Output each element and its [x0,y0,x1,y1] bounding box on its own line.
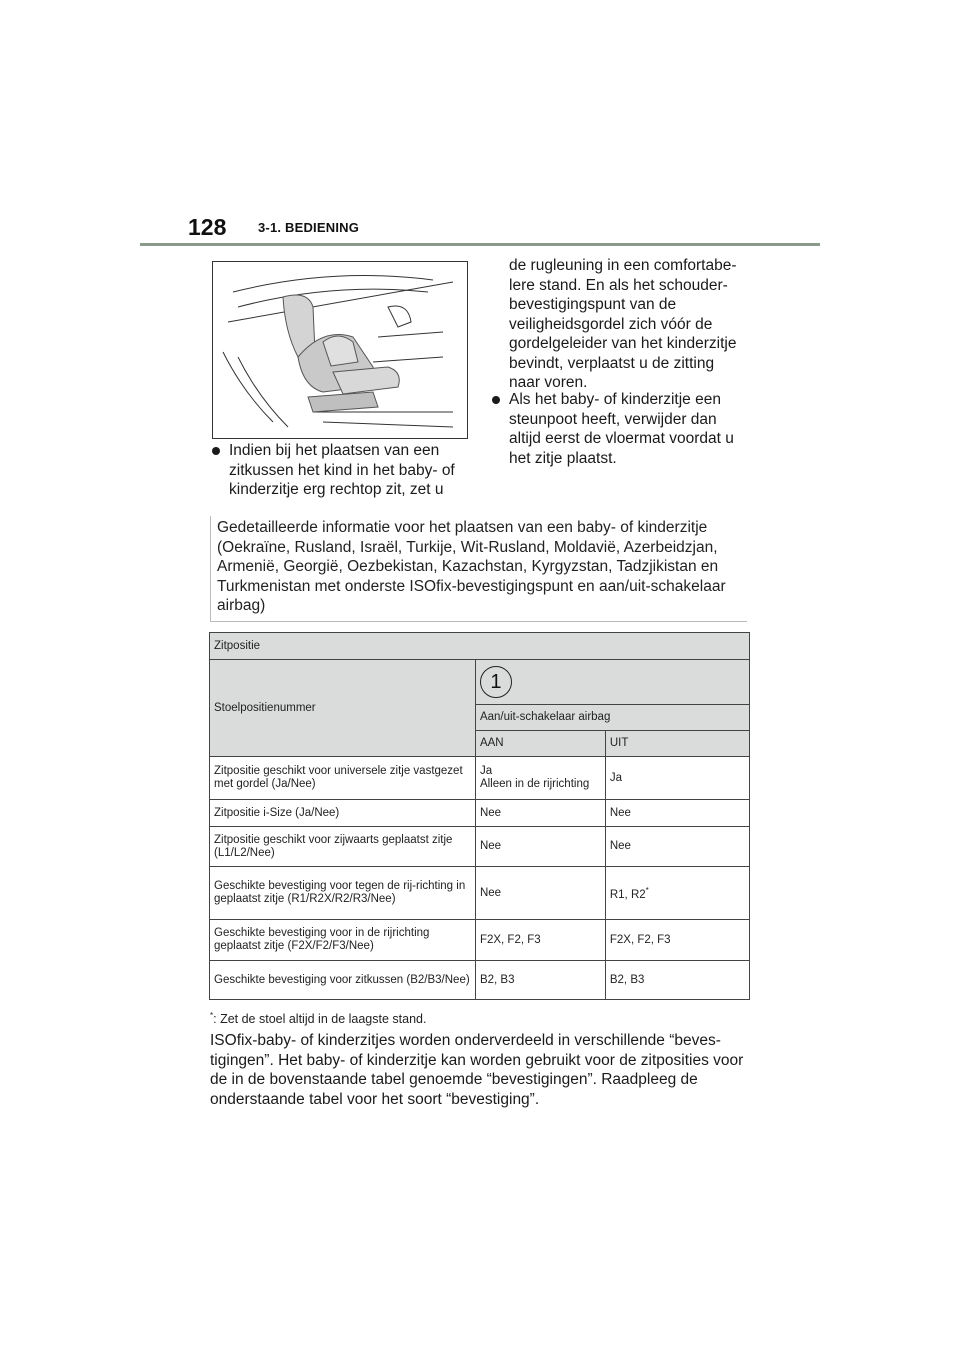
row-off-value: B2, B3 [605,961,749,1000]
table-row [210,920,750,961]
col-off-header: UIT [605,731,749,757]
row-on-note: Alleen in de rijrichting [479,778,590,790]
header-rule [140,243,820,246]
seat-number-circle: 1 [480,666,512,698]
row-off-cell [605,867,749,920]
row-label: Geschikte bevestiging voor tegen de rij-richting in geplaatst zitje (R1/R2X/R2/R3/Nee) [210,867,476,920]
final-paragraph: ISOfix-baby- of kinderzitjes worden onderverdeeld in verschillende “beves-tigingen”. Het baby- of kinderzitje kan worden gebruikt voor de zitposities voor de in de bovenstaande tabel genoemde “bevestigingen”. Raadpleeg de onderstaande tabel voor het soort “bevestiging”. [210,1032,744,1108]
right-bullet-text: Als het baby- of kinderzitje een steunpoot heeft, verwijder dan altijd eerst de vloermat voordat u het zitje plaatst. [509,391,734,467]
row-label: Geschikte bevestiging voor in de rijrichting geplaatst zitje (F2X/F2/F3/Nee) [210,920,476,961]
child-seat-illustration [212,261,468,439]
row-off-value: Nee [605,827,749,867]
col-on-header: AAN [475,731,605,757]
bullet-icon [212,447,220,455]
row-off-value: Ja [605,757,749,800]
footnote-mark: * [210,1011,214,1020]
row-off-value: R1, R2 [609,888,646,901]
row-label: Zitpositie i-Size (Ja/Nee) [210,800,476,827]
row-label: Geschikte bevestiging voor zitkussen (B2/B3/Nee) [210,961,476,1000]
row-on-value: B2, B3 [475,961,605,1000]
row-on-cell [475,757,605,800]
row-on-value: Ja [479,765,493,777]
seat-number-cell [475,660,749,705]
section-title: 3-1. BEDIENING [258,220,360,235]
footnote-text: : Zet de stoel altijd in de laagste stand. [213,1012,427,1027]
left-bullet-text: Indien bij het plaatsen van een zitkussen het kind in het baby- of kinderzitje erg rechtop zit, zet u [229,442,455,498]
seat-position-label: Stoelpositienummer [210,660,476,757]
row-on-value: Nee [475,800,605,827]
table-title-cell: Zitpositie [210,633,750,660]
footnote-marker: * [645,886,649,896]
footnote [210,1011,426,1026]
child-seat-fitting-table [209,632,750,1000]
row-label: Zitpositie geschikt voor zijwaarts geplaatst zitje (L1/L2/Nee) [210,827,476,867]
page-number: 128 [188,214,227,240]
row-on-value: F2X, F2, F3 [475,920,605,961]
right-column-continuation: de rugleuning in een comfortabe-lere stand. En als het schouder-bevestigingspunt van de veiligheidsgordel zich vóór de gordelgeleider van het kinderzitje bevindt, verplaatst u de zitting naar voren. [509,257,737,391]
table-row [210,800,750,827]
row-off-value: F2X, F2, F3 [605,920,749,961]
bullet-icon [492,396,500,404]
table-row [210,961,750,1000]
table-row [210,757,750,800]
row-label: Zitpositie geschikt voor universele zitje vastgezet met gordel (Ja/Nee) [210,757,476,800]
row-off-value: Nee [605,800,749,827]
table-row [210,827,750,867]
row-on-value: Nee [475,827,605,867]
info-box-text: Gedetailleerde informatie voor het plaatsen van een baby- of kinderzitje (Oekraïne, Rusland, Israël, Turkije, Wit-Rusland, Moldavië, Azerbeidzjan, Armenië, Georgië, Oezbekistan, Kazachstan, Kyrgyzstan, Tadzjikistan en Turkmenistan met onderste ISOfix-bevestigingspunt en aan/uit-schakelaar airbag) [217,519,726,614]
table-row [210,867,750,920]
row-on-value: Nee [475,867,605,920]
info-box [210,516,747,622]
airbag-switch-header: Aan/uit-schakelaar airbag [475,705,749,731]
